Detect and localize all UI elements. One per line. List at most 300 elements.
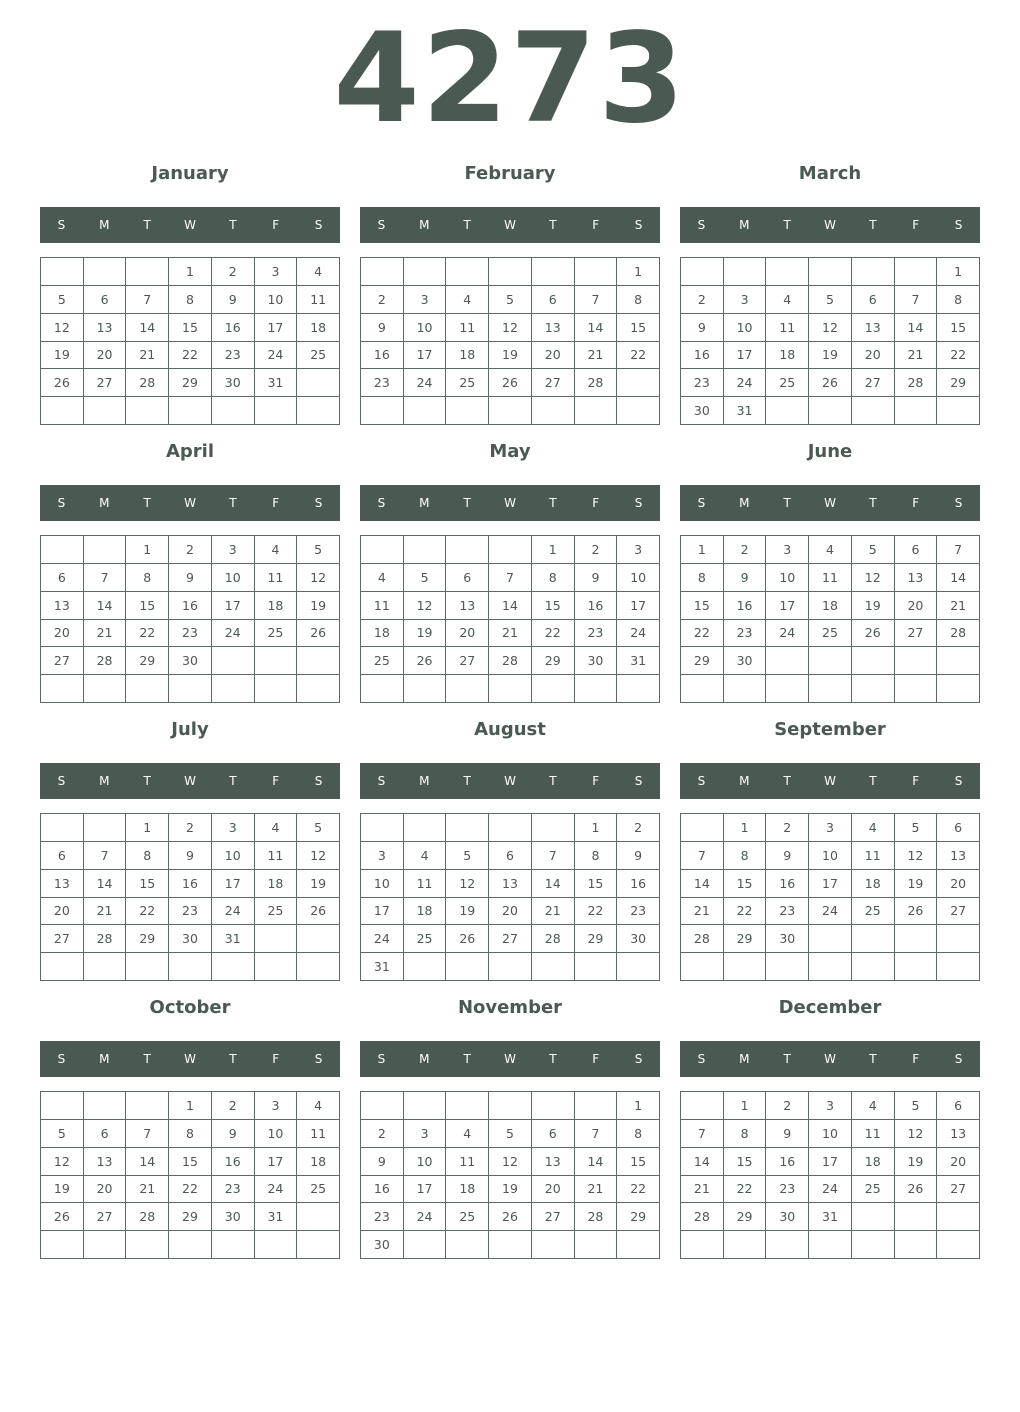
day-cell: 7	[84, 564, 127, 592]
empty-cell	[489, 814, 532, 842]
empty-cell	[895, 1203, 938, 1231]
empty-cell	[84, 397, 127, 425]
weekday-header	[40, 207, 340, 243]
day-cell: 4	[297, 1092, 340, 1120]
weekday-label: W	[184, 1052, 196, 1066]
day-cell: 21	[575, 1176, 618, 1204]
weekday-label: T	[783, 496, 791, 510]
day-cell: 20	[84, 342, 127, 370]
day-cell: 31	[724, 397, 767, 425]
day-cell: 11	[297, 1120, 340, 1148]
day-cell: 26	[446, 925, 489, 953]
day-cell: 30	[169, 925, 212, 953]
month-name: May	[489, 441, 531, 462]
day-cell: 2	[169, 536, 212, 564]
weekday-label: M	[419, 218, 430, 232]
weekday-label: T	[229, 1052, 237, 1066]
empty-cell	[617, 397, 660, 425]
day-cell: 17	[724, 342, 767, 370]
day-grid	[680, 535, 980, 703]
month-name: June	[807, 441, 853, 462]
day-cell: 29	[724, 1203, 767, 1231]
day-cell: 20	[937, 870, 980, 898]
day-cell: 27	[41, 925, 84, 953]
day-cell: 20	[489, 898, 532, 926]
month-name: December	[778, 997, 882, 1018]
empty-cell	[766, 675, 809, 703]
day-cell: 2	[212, 258, 255, 286]
day-cell: 24	[404, 1203, 447, 1231]
weekday-label: T	[869, 218, 877, 232]
day-cell: 3	[404, 286, 447, 314]
day-cell: 28	[681, 1203, 724, 1231]
day-grid	[360, 1091, 660, 1259]
day-cell: 26	[895, 898, 938, 926]
weekday-label: S	[954, 218, 963, 232]
day-cell: 17	[809, 870, 852, 898]
empty-cell	[212, 953, 255, 981]
empty-cell	[489, 953, 532, 981]
day-cell: 28	[937, 620, 980, 648]
empty-cell	[297, 369, 340, 397]
day-cell: 1	[126, 814, 169, 842]
day-cell: 4	[809, 536, 852, 564]
weekday-label: F	[912, 218, 920, 232]
empty-cell	[404, 1231, 447, 1259]
day-cell: 2	[361, 286, 404, 314]
weekday-label: T	[549, 774, 557, 788]
year-title: 4273	[333, 7, 687, 151]
empty-cell	[681, 1231, 724, 1259]
day-cell: 26	[489, 369, 532, 397]
day-cell: 9	[617, 842, 660, 870]
day-cell: 6	[532, 286, 575, 314]
day-cell: 24	[255, 1176, 298, 1204]
day-cell: 20	[41, 620, 84, 648]
day-cell: 25	[766, 369, 809, 397]
day-cell: 8	[575, 842, 618, 870]
day-cell: 14	[937, 564, 980, 592]
day-cell: 23	[361, 1203, 404, 1231]
empty-cell	[532, 1231, 575, 1259]
weekday-label: W	[824, 1052, 836, 1066]
empty-cell	[766, 397, 809, 425]
day-cell: 13	[489, 870, 532, 898]
day-cell: 15	[575, 870, 618, 898]
day-cell: 7	[84, 842, 127, 870]
day-cell: 22	[617, 342, 660, 370]
empty-cell	[255, 1231, 298, 1259]
day-cell: 6	[532, 1120, 575, 1148]
day-cell: 21	[84, 620, 127, 648]
day-cell: 11	[446, 1148, 489, 1176]
day-cell: 24	[809, 898, 852, 926]
empty-cell	[126, 1231, 169, 1259]
day-cell: 13	[84, 314, 127, 342]
weekday-label: T	[869, 1052, 877, 1066]
empty-cell	[41, 536, 84, 564]
empty-cell	[532, 1092, 575, 1120]
weekday-label: M	[99, 218, 110, 232]
day-cell: 1	[724, 1092, 767, 1120]
day-cell: 3	[809, 814, 852, 842]
empty-cell	[532, 953, 575, 981]
day-cell: 2	[766, 1092, 809, 1120]
day-cell: 21	[575, 342, 618, 370]
day-cell: 10	[212, 564, 255, 592]
day-cell: 23	[212, 1176, 255, 1204]
day-cell: 13	[84, 1148, 127, 1176]
day-cell: 9	[766, 1120, 809, 1148]
empty-cell	[446, 814, 489, 842]
day-cell: 11	[766, 314, 809, 342]
weekday-label: W	[504, 496, 516, 510]
day-cell: 15	[169, 1148, 212, 1176]
day-cell: 18	[852, 1148, 895, 1176]
day-cell: 28	[681, 925, 724, 953]
day-cell: 23	[617, 898, 660, 926]
day-cell: 11	[361, 592, 404, 620]
day-cell: 7	[895, 286, 938, 314]
day-cell: 12	[297, 564, 340, 592]
day-cell: 19	[297, 592, 340, 620]
day-cell: 13	[532, 314, 575, 342]
empty-cell	[255, 647, 298, 675]
day-cell: 8	[126, 842, 169, 870]
empty-cell	[809, 675, 852, 703]
day-cell: 3	[404, 1120, 447, 1148]
day-cell: 9	[766, 842, 809, 870]
day-cell: 1	[532, 536, 575, 564]
weekday-header	[680, 763, 980, 799]
day-cell: 18	[446, 342, 489, 370]
weekday-label: F	[592, 496, 600, 510]
empty-cell	[446, 953, 489, 981]
weekday-header	[40, 763, 340, 799]
day-cell: 28	[895, 369, 938, 397]
weekday-label: W	[504, 774, 516, 788]
day-cell: 9	[681, 314, 724, 342]
day-cell: 11	[852, 842, 895, 870]
empty-cell	[404, 536, 447, 564]
day-cell: 8	[532, 564, 575, 592]
day-cell: 5	[41, 286, 84, 314]
day-cell: 24	[724, 369, 767, 397]
weekday-label: S	[954, 1052, 963, 1066]
day-cell: 8	[724, 842, 767, 870]
day-cell: 25	[446, 369, 489, 397]
month-name: August	[474, 719, 546, 740]
weekday-label: T	[143, 218, 151, 232]
day-cell: 10	[255, 286, 298, 314]
day-cell: 5	[852, 536, 895, 564]
weekday-label: T	[143, 496, 151, 510]
empty-cell	[852, 1231, 895, 1259]
day-cell: 25	[361, 647, 404, 675]
empty-cell	[446, 258, 489, 286]
day-cell: 17	[404, 1176, 447, 1204]
day-cell: 9	[212, 1120, 255, 1148]
weekday-label: T	[463, 496, 471, 510]
day-cell: 30	[575, 647, 618, 675]
day-grid	[40, 1091, 340, 1259]
day-grid	[360, 257, 660, 425]
day-cell: 23	[361, 369, 404, 397]
day-cell: 14	[681, 870, 724, 898]
empty-cell	[532, 814, 575, 842]
weekday-label: T	[463, 774, 471, 788]
empty-cell	[575, 258, 618, 286]
day-cell: 31	[255, 1203, 298, 1231]
empty-cell	[617, 675, 660, 703]
day-cell: 27	[937, 898, 980, 926]
day-cell: 8	[937, 286, 980, 314]
day-cell: 21	[937, 592, 980, 620]
empty-cell	[361, 397, 404, 425]
weekday-label: S	[57, 218, 66, 232]
empty-cell	[84, 814, 127, 842]
day-cell: 6	[41, 842, 84, 870]
day-cell: 9	[212, 286, 255, 314]
day-cell: 3	[766, 536, 809, 564]
weekday-header	[680, 485, 980, 521]
day-cell: 29	[126, 647, 169, 675]
empty-cell	[489, 536, 532, 564]
empty-cell	[361, 536, 404, 564]
day-cell: 21	[126, 342, 169, 370]
weekday-label: T	[143, 1052, 151, 1066]
weekday-label: W	[824, 496, 836, 510]
weekday-label: M	[419, 496, 430, 510]
day-cell: 7	[937, 536, 980, 564]
empty-cell	[361, 1092, 404, 1120]
weekday-label: M	[99, 1052, 110, 1066]
empty-cell	[532, 675, 575, 703]
day-cell: 12	[41, 314, 84, 342]
empty-cell	[895, 397, 938, 425]
day-cell: 23	[766, 898, 809, 926]
day-cell: 22	[575, 898, 618, 926]
day-cell: 15	[169, 314, 212, 342]
day-cell: 10	[766, 564, 809, 592]
day-cell: 27	[41, 647, 84, 675]
weekday-label: F	[272, 1052, 280, 1066]
day-cell: 11	[809, 564, 852, 592]
day-cell: 31	[255, 369, 298, 397]
empty-cell	[297, 925, 340, 953]
weekday-label: T	[229, 218, 237, 232]
empty-cell	[212, 675, 255, 703]
day-cell: 17	[404, 342, 447, 370]
day-cell: 24	[617, 620, 660, 648]
weekday-label: S	[634, 218, 643, 232]
empty-cell	[126, 1092, 169, 1120]
day-cell: 20	[84, 1176, 127, 1204]
day-cell: 15	[126, 870, 169, 898]
day-cell: 19	[297, 870, 340, 898]
day-cell: 13	[852, 314, 895, 342]
day-cell: 25	[809, 620, 852, 648]
day-cell: 15	[681, 592, 724, 620]
day-cell: 6	[937, 1092, 980, 1120]
day-cell: 27	[895, 620, 938, 648]
empty-cell	[212, 1231, 255, 1259]
weekday-label: S	[314, 218, 323, 232]
day-cell: 4	[852, 1092, 895, 1120]
day-cell: 18	[809, 592, 852, 620]
day-cell: 15	[724, 870, 767, 898]
day-cell: 7	[126, 1120, 169, 1148]
empty-cell	[852, 258, 895, 286]
day-cell: 6	[937, 814, 980, 842]
empty-cell	[404, 675, 447, 703]
weekday-header	[680, 207, 980, 243]
empty-cell	[724, 258, 767, 286]
weekday-label: M	[739, 1052, 750, 1066]
weekday-label: W	[184, 218, 196, 232]
day-cell: 18	[766, 342, 809, 370]
day-cell: 27	[532, 369, 575, 397]
empty-cell	[937, 953, 980, 981]
day-cell: 16	[724, 592, 767, 620]
month-name: November	[457, 997, 563, 1018]
day-cell: 17	[809, 1148, 852, 1176]
day-cell: 25	[852, 1176, 895, 1204]
day-cell: 26	[41, 369, 84, 397]
day-cell: 25	[297, 1176, 340, 1204]
empty-cell	[489, 258, 532, 286]
day-cell: 26	[297, 898, 340, 926]
day-cell: 21	[532, 898, 575, 926]
weekday-label: W	[184, 496, 196, 510]
day-cell: 23	[766, 1176, 809, 1204]
weekday-label: T	[463, 218, 471, 232]
empty-cell	[895, 675, 938, 703]
weekday-label: S	[377, 774, 386, 788]
day-cell: 15	[724, 1148, 767, 1176]
day-cell: 22	[617, 1176, 660, 1204]
day-cell: 10	[724, 314, 767, 342]
day-cell: 16	[766, 870, 809, 898]
empty-cell	[489, 397, 532, 425]
day-cell: 8	[617, 1120, 660, 1148]
day-cell: 8	[724, 1120, 767, 1148]
empty-cell	[404, 258, 447, 286]
day-cell: 12	[446, 870, 489, 898]
day-cell: 26	[297, 620, 340, 648]
day-cell: 25	[852, 898, 895, 926]
weekday-label: T	[143, 774, 151, 788]
empty-cell	[937, 647, 980, 675]
day-cell: 2	[681, 286, 724, 314]
day-cell: 16	[169, 870, 212, 898]
day-cell: 14	[126, 314, 169, 342]
day-cell: 7	[489, 564, 532, 592]
day-cell: 17	[617, 592, 660, 620]
day-cell: 25	[297, 342, 340, 370]
weekday-label: S	[697, 774, 706, 788]
day-cell: 24	[404, 369, 447, 397]
empty-cell	[297, 1203, 340, 1231]
weekday-label: S	[314, 1052, 323, 1066]
empty-cell	[297, 953, 340, 981]
weekday-label: T	[229, 496, 237, 510]
day-cell: 19	[489, 1176, 532, 1204]
day-cell: 26	[852, 620, 895, 648]
day-cell: 23	[681, 369, 724, 397]
empty-cell	[617, 1231, 660, 1259]
day-cell: 10	[361, 870, 404, 898]
weekday-label: F	[272, 774, 280, 788]
day-cell: 11	[446, 314, 489, 342]
day-cell: 1	[169, 1092, 212, 1120]
day-cell: 4	[361, 564, 404, 592]
empty-cell	[41, 258, 84, 286]
weekday-header	[680, 1041, 980, 1077]
day-cell: 27	[84, 369, 127, 397]
day-cell: 14	[84, 870, 127, 898]
day-cell: 16	[617, 870, 660, 898]
day-cell: 22	[169, 1176, 212, 1204]
day-cell: 2	[169, 814, 212, 842]
weekday-header	[360, 1041, 660, 1077]
empty-cell	[575, 953, 618, 981]
weekday-label: S	[954, 774, 963, 788]
empty-cell	[852, 647, 895, 675]
day-cell: 28	[126, 369, 169, 397]
day-cell: 14	[575, 314, 618, 342]
day-cell: 28	[126, 1203, 169, 1231]
day-cell: 31	[809, 1203, 852, 1231]
day-cell: 26	[489, 1203, 532, 1231]
day-cell: 18	[255, 592, 298, 620]
day-cell: 25	[255, 620, 298, 648]
day-cell: 7	[126, 286, 169, 314]
empty-cell	[937, 925, 980, 953]
day-cell: 6	[84, 286, 127, 314]
weekday-label: T	[869, 496, 877, 510]
weekday-label: F	[592, 774, 600, 788]
day-cell: 19	[895, 870, 938, 898]
day-cell: 22	[724, 898, 767, 926]
day-cell: 4	[404, 842, 447, 870]
empty-cell	[937, 1203, 980, 1231]
day-cell: 23	[169, 620, 212, 648]
empty-cell	[41, 1231, 84, 1259]
empty-cell	[895, 925, 938, 953]
empty-cell	[126, 258, 169, 286]
month-name: September	[774, 719, 886, 740]
day-cell: 30	[212, 369, 255, 397]
empty-cell	[404, 1092, 447, 1120]
day-cell: 24	[766, 620, 809, 648]
weekday-label: W	[824, 218, 836, 232]
empty-cell	[361, 258, 404, 286]
day-cell: 14	[895, 314, 938, 342]
day-cell: 31	[617, 647, 660, 675]
weekday-label: S	[57, 1052, 66, 1066]
empty-cell	[41, 1092, 84, 1120]
day-cell: 27	[489, 925, 532, 953]
day-cell: 27	[937, 1176, 980, 1204]
empty-cell	[895, 1231, 938, 1259]
day-cell: 29	[169, 1203, 212, 1231]
day-cell: 9	[361, 314, 404, 342]
day-cell: 13	[532, 1148, 575, 1176]
weekday-label: W	[184, 774, 196, 788]
weekday-label: T	[549, 496, 557, 510]
empty-cell	[255, 397, 298, 425]
